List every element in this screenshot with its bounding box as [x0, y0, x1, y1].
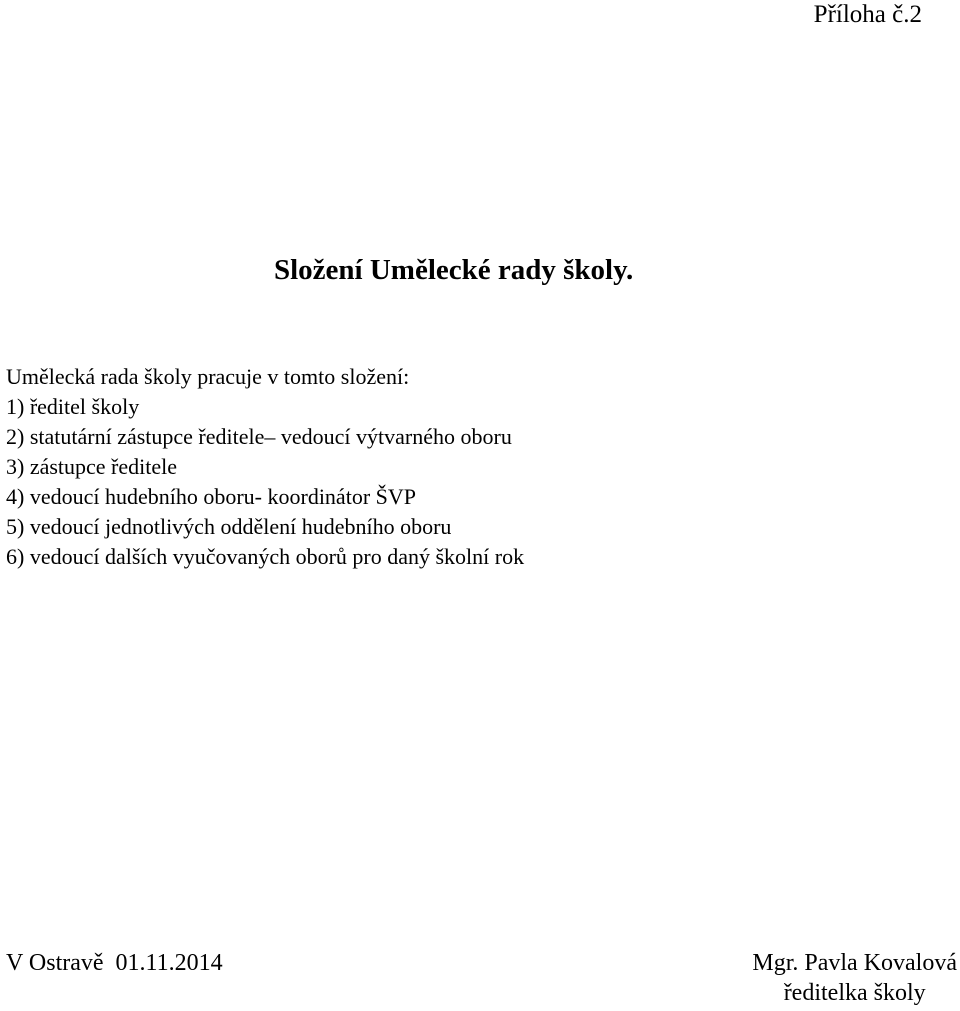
member-item: 2) statutární zástupce ředitele– vedoucí výtvarného oboru — [6, 424, 512, 449]
members-list — [6, 392, 524, 572]
member-item: 6) vedoucí dalších vyučovaných oborů pro daný školní rok — [6, 544, 525, 569]
place-date: V Ostravě 01.11.2014 — [6, 950, 223, 976]
member-item: 3) zástupce ředitele — [6, 454, 178, 479]
member-item: 1) ředitel školy — [6, 394, 140, 419]
document-title: Složení Umělecké rady školy. — [274, 254, 634, 286]
signature-block — [752, 948, 957, 1008]
signatory-name: Mgr. Pavla Kovalová — [752, 950, 957, 976]
intro-text: Umělecká rada školy pracuje v tomto složení: — [6, 364, 410, 389]
member-item: 5) vedoucí jednotlivých oddělení hudebního oboru — [6, 514, 452, 539]
signatory-role: ředitelka školy — [783, 980, 926, 1006]
member-item: 4) vedoucí hudebního oboru- koordinátor ŠVP — [6, 484, 416, 509]
annex-label: Příloha č.2 — [813, 1, 922, 28]
